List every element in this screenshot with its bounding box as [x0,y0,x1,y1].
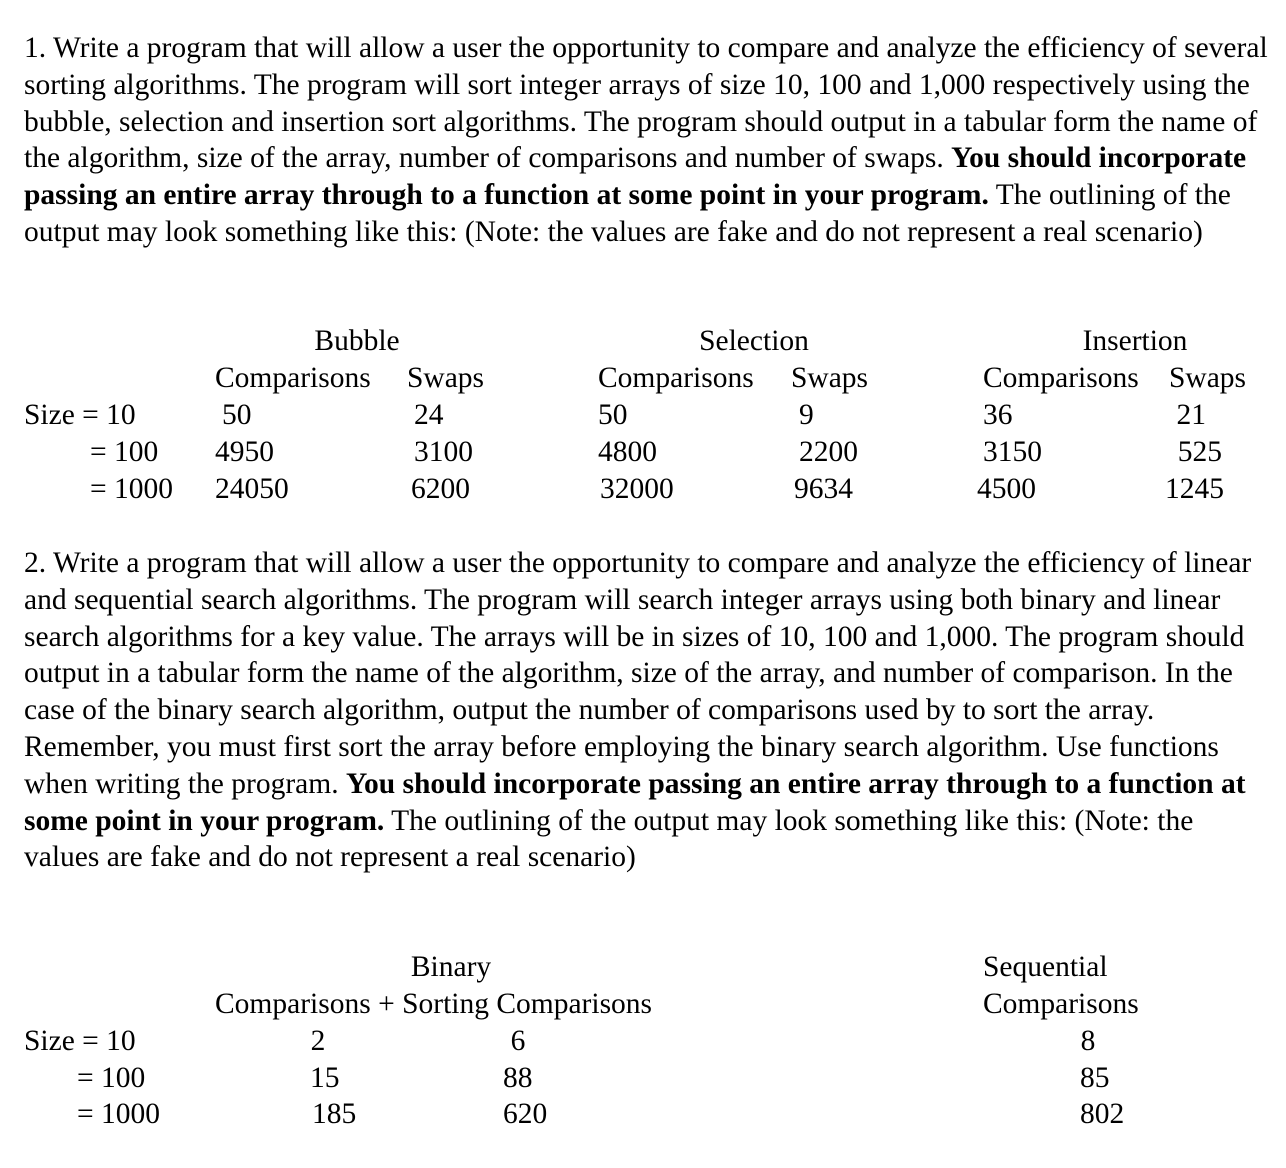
table-cell: 2 [310,1025,326,1057]
table-cell: 24050 [215,473,289,505]
table-cell: 15 [310,1062,340,1094]
problem-2-bold-requirement: You should incorporate passing an entire array through to a function at some point in your program. [24,767,1246,837]
table-cell: 4950 [215,436,274,468]
problem-1-text: 1. Write a program that will allow a user the opportunity to compare and analyze the efficiency of several sorting algorithms. The program will sort integer arrays of size 10, 100 and 1,000 respectively using the bubble, selection and insertion sort algorithms. The program should output in a tabular form the name of the algorithm, size of the array, number of comparisons and number of swaps. [24,32,1268,175]
table-cell: 36 [983,399,1013,431]
bubble-comparisons-header: Comparisons [215,362,371,394]
selection-comparisons-header: Comparisons [598,362,754,394]
table-cell: 4800 [598,436,657,468]
selection-header: Selection [699,325,809,357]
table-cell: 1245 [1165,473,1224,505]
binary-subheader: Comparisons + Sorting Comparisons [215,988,653,1020]
problem-1-text-after: The outlining of the output may look something like this: (Note: the values are fake and do not represent a real scenario) [24,179,1231,248]
insertion-header: Insertion [1082,325,1188,357]
bubble-header: Bubble [314,325,400,357]
table-cell: 620 [503,1098,548,1130]
table-cell: 21 [1176,399,1206,431]
table-cell: 50 [222,399,252,431]
row-label: = 100 [90,436,159,468]
table-cell: 88 [503,1062,533,1094]
table-cell: 2200 [799,436,858,468]
table-cell: 32000 [600,473,674,505]
row-label: Size = 10 [24,399,136,431]
table-cell: 85 [1080,1062,1110,1094]
table-cell: 50 [598,399,628,431]
selection-swaps-header: Swaps [791,362,869,394]
problem-1-bold-requirement: You should incorporate passing an entire array through to a function at some point in your program. [24,142,1247,212]
sequential-subheader: Comparisons [983,988,1139,1020]
sequential-header: Sequential [983,951,1108,983]
problem-2-paragraph [24,545,1274,876]
problem-1-paragraph [24,30,1274,251]
table-cell: 525 [1177,436,1222,468]
table-cell: 9634 [794,473,853,505]
table-cell: 3100 [414,436,473,468]
table-cell: 185 [312,1098,357,1130]
binary-header: Binary [410,951,492,983]
table-cell: 6 [510,1025,526,1057]
row-label: = 1000 [77,1098,161,1130]
table-cell: 802 [1080,1098,1125,1130]
table-cell: 9 [799,399,814,431]
table-cell: 8 [1080,1025,1096,1057]
table-cell: 3150 [983,436,1042,468]
bubble-swaps-header: Swaps [407,362,485,394]
problem-2-text-after: The outlining of the output may look something like this: (Note: the values are fake and do not represent a real scenario) [24,804,1194,874]
insertion-swaps-header: Swaps [1169,362,1247,394]
table-cell: 4500 [977,473,1036,505]
row-label: Size = 10 [24,1025,136,1057]
insertion-comparisons-header: Comparisons [983,362,1139,394]
table-cell: 6200 [411,473,470,505]
row-label: = 100 [77,1062,146,1094]
table-cell: 24 [414,399,444,431]
problem-2-text: 2. Write a program that will allow a user the opportunity to compare and analyze the efficiency of linear and sequential search algorithms. The program will search integer arrays using both binary and linear search algorithms for a key value. The arrays will be in sizes of 10, 100 and 1,000. The program should output in a tabular form the name of the algorithm, size of the array, and number of comparison. In the case of the binary search algorithm, output the number of comparisons used by to sort the array. Remember, you must first sort the array before employing the binary search algorithm. Use functions when writing the program. [24,547,1252,800]
row-label: = 1000 [90,473,174,505]
